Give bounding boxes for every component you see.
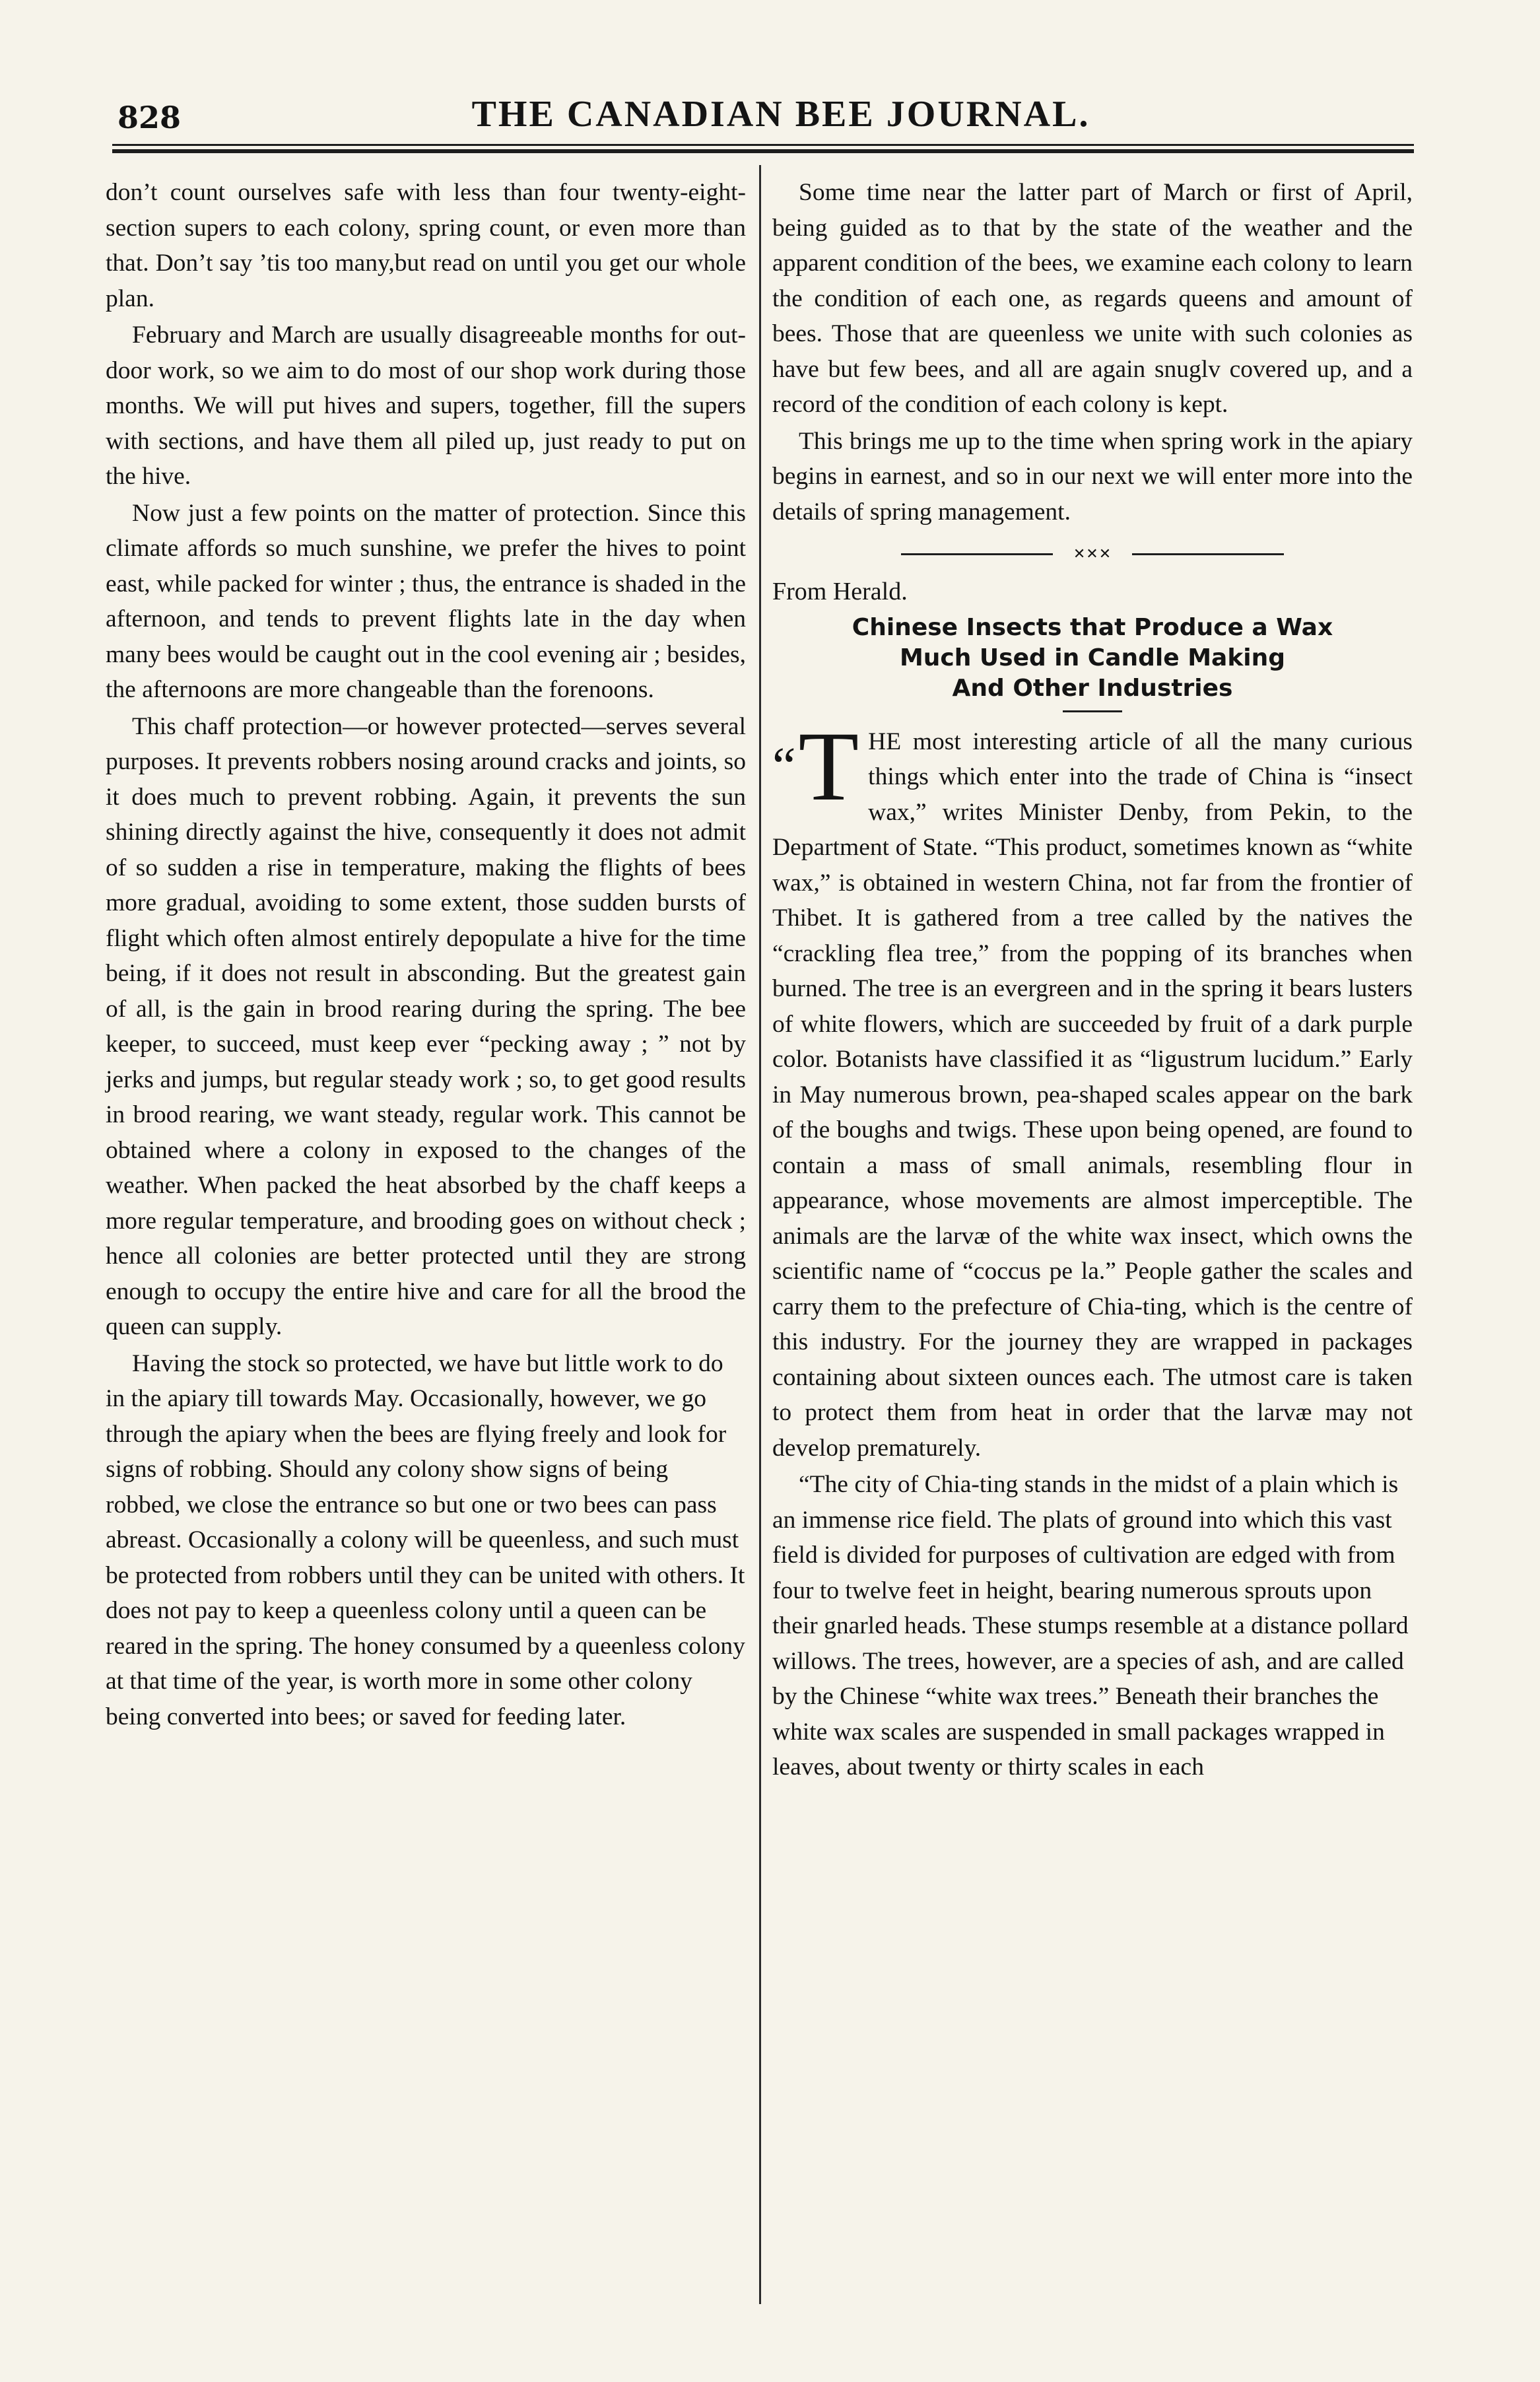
left-column <box>106 175 746 1734</box>
drop-cap-quote: “ <box>772 737 796 796</box>
left-paragraph-1: don’t count ourselves safe with less than four twenty-eight-section supers to each colony, spring count, or even more than that. Don’t say ’tis too many,but read on until you get our whole plan. <box>106 179 746 312</box>
right-paragraph-1: Some time near the latter part of March or first of April, being guided as to that by the state of the weather and the apparent condition of the bees, we examine each colony to learn the condition of each one, as regards queens and amount of bees. Those that are queenless we unite with such colonies as have but few bees, and all are again snuglv covered up, and a record of the condition of each colony is kept. <box>772 179 1413 418</box>
left-paragraph-3: Now just a few points on the matter of protection. Since this climate affords so much sunshine, we prefer the hives to point east, while packed for winter ; thus, the entrance is shaded in the afternoon, and tends to prevent flights late in the day when many bees would be caught out in the cool evening air ; besides, the afternoons are more changeable than the forenoons. <box>106 499 746 703</box>
left-paragraph-2: February and March are usually disagreeable months for out-door work, so we aim to do most of our shop work during those months. We will put hives and supers, together, fill the supers with sections, and have them all piled up, just ready to put on the hive. <box>106 322 746 490</box>
article-heading-line-1: Chinese Insects that Produce a Wax <box>852 613 1333 641</box>
ornament-knot: ✕✕✕ <box>1053 548 1132 560</box>
article-heading-line-3: And Other Industries <box>952 674 1233 702</box>
left-paragraph-5: Having the stock so protected, we have but little work to do in the apiary till towards May. Occasionally, however, we go through the apiary when the bees are flying freely and look for signs of robbing. Should any colony show signs of being robbed, we close the entrance so but one or two bees can pass abreast. Occasionally a colony will be queenless, and such must be protected from robbers until they can be united with others. It does not pay to keep a queenless colony until a queen can be reared in the spring. The honey consumed by a queenless colony at that time of the year, is worth more in some other colony being converted into bees; or saved for feeding later. <box>106 1349 745 1730</box>
article-paragraph-1 <box>772 711 1413 1466</box>
heading-rule <box>1063 710 1122 712</box>
drop-cap <box>772 711 859 821</box>
left-paragraph-4: This chaff protection—or however protected—serves several purposes. It prevents robbers nosing around cracks and joints, so it does much to prevent robbing. Again, it prevents the sun shining directly against the hive, consequently it does not admit of so sudden a rise in temperature, making the flights of bees more gradual, avoiding to some extent, those sudden bursts of flight which often almost entirely depopulate a hive for the time being, if it does not result in absconding. But the greatest gain of all, is the gain in brood rearing during the spring. The bee keeper, to succeed, must keep ever “pecking away ; ” not by jerks and jumps, but regular steady work ; so, to get good results in brood rearing, we want steady, regular work. This cannot be obtained where a colony in exposed to the changes of the weather. When packed the heat absorbed by the chaff keeps a more regular temperature, and brooding goes on without check ; hence all colonies are better protected until they are strong enough to occupy the entire hive and care for all the brood the queen can supply. <box>106 712 746 1340</box>
article-heading-line-2: Much Used in Candle Making <box>899 644 1286 671</box>
page-number: 828 <box>117 100 182 135</box>
header-rule-thin <box>112 144 1414 146</box>
header-rule-thick <box>112 149 1414 153</box>
article-source: From Herald. <box>772 578 908 605</box>
article-paragraph-2: “The city of Chia-ting stands in the midst of a plain which is an immense rice field. The plats of ground into which this vast field is divided for purposes of cultivation are edged with from four to twelve feet in height, bearing numerous sprouts upon their gnarled heads. These stumps resemble at a distance pollard willows. The trees, however, are a species of ash, and are called by the Chinese “white wax trees.” Beneath their branches the white wax scales are suspended in small packages wrapped in leaves, about twenty or thirty scales in each <box>772 1471 1409 1781</box>
article-paragraph-1-text: HE most interesting article of all the many curious things which enter into the trade of China is “insect wax,” writes Minister Denby, from Pekin, to the Department of State. “This product, sometimes known as “white wax,” is obtained in western China, not far from the frontier of Thibet. It is gathered from a tree called by the natives the “crackling flea tree,” from the popping of its branches when burned. The tree is an evergreen and in the spring it bears lusters of white flowers, which are succeeded by fruit of a dark purple color. Botanists have classified it as “ligustrum lucidum.” Early in May numerous brown, pea-shaped scales appear on the bark of the boughs and twigs. These upon being opened, are found to contain a mass of small animals, resembling flour in appearance, whose movements are almost imperceptible. The animals are the larvæ of the white wax insect, which owns the scientific name of “coccus pe la.” People gather the scales and carry them to the prefecture of Chia-ting, which is the centre of this industry. For the journey they are wrapped in packages containing about sixteen ounces each. The utmost care is taken to protect them from heat in order that the larvæ may not develop prematurely. <box>772 728 1413 1462</box>
right-column <box>772 175 1413 1785</box>
article-heading <box>772 613 1413 704</box>
journal-title: THE CANADIAN BEE JOURNAL. <box>471 94 1090 135</box>
page-header <box>117 83 1411 135</box>
right-paragraph-2: This brings me up to the time when spring work in the apiary begins in earnest, and so in our next we will enter more into the details of spring management. <box>772 427 1413 526</box>
column-divider <box>759 165 761 2304</box>
drop-cap-letter: T <box>798 711 859 821</box>
section-ornament <box>901 547 1284 561</box>
